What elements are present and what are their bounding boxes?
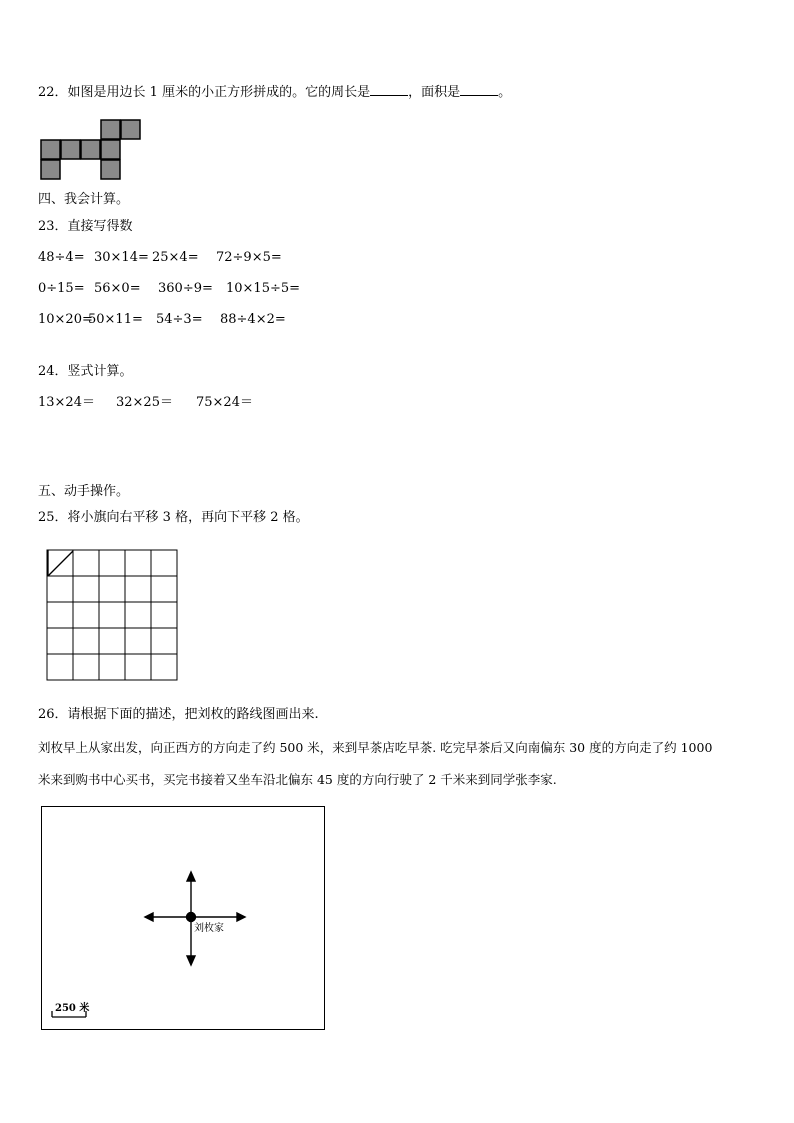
q23-title: 23．直接写得数 (38, 219, 133, 234)
unit-square (81, 140, 100, 159)
unit-square (61, 140, 80, 159)
calc-item: 0÷15= (38, 281, 85, 296)
scale-label: 250 米 (55, 1003, 90, 1014)
unit-square (41, 140, 60, 159)
section5-title: 五、动手操作。 (38, 484, 130, 499)
area-blank[interactable] (460, 83, 498, 96)
west-arrow-icon (145, 913, 153, 921)
q22-end-text: 。 (498, 85, 512, 100)
unit-square (101, 160, 120, 179)
calc-item: 360÷9= (158, 281, 213, 296)
q22-text: 22．如图是用边长 1 厘米的小正方形拼成的。它的周长是 (38, 85, 371, 100)
q25-title: 25．将小旗向右平移 3 格，再向下平移 2 格。 (38, 510, 309, 525)
unit-square (101, 140, 120, 159)
unit-square (41, 160, 60, 179)
calc-item: 88÷4×2= (220, 312, 286, 327)
compass-cross (42, 807, 326, 1031)
q23-row-3 (38, 311, 286, 329)
perimeter-blank[interactable] (370, 83, 408, 96)
south-arrow-icon (187, 956, 195, 965)
unit-square (101, 120, 120, 139)
section4-title: 四、我会计算。 (38, 192, 130, 207)
q24-title: 24．竖式计算。 (38, 364, 133, 379)
q23-row-1 (38, 249, 282, 267)
q26-title: 26．请根据下面的描述，把刘枚的路线图画出来. (38, 707, 319, 722)
route-map[interactable] (41, 806, 325, 1030)
q24-items (38, 394, 253, 412)
square-shape-figure (38, 117, 144, 181)
q26-description-line2: 米来到购书中心买书，买完书接着又坐车沿北偏东 45 度的方向行驶了 2 千米来到同学张李家. (38, 772, 557, 787)
north-arrow-icon (187, 872, 195, 881)
q23-row-2 (38, 280, 300, 298)
q26-description-line1: 刘枚早上从家出发，向正西方的方向走了约 500 米，来到早茶店吃早茶. 吃完早茶后又向南偏东 30 度的方向走了约 1000 (38, 740, 713, 755)
calc-item: 54÷3= (156, 312, 203, 327)
calc-item: 30×14= (94, 250, 149, 265)
east-arrow-icon (237, 913, 245, 921)
calc-item: 72÷9×5= (216, 250, 282, 265)
vertical-calc-item: 75×24＝ (196, 395, 253, 410)
calc-item: 56×0= (94, 281, 141, 296)
q22-question (38, 83, 511, 102)
calc-item: 10×15÷5= (226, 281, 301, 296)
calc-item: 48÷4= (38, 250, 85, 265)
vertical-calc-item: 32×25＝ (116, 395, 173, 410)
q22-mid-text: ，面积是 (408, 85, 461, 100)
home-label: 刘枚家 (194, 923, 224, 934)
calc-item: 25×4= (152, 250, 199, 265)
unit-square (121, 120, 140, 139)
calc-item: 50×11= (88, 312, 143, 327)
vertical-calc-item: 13×24＝ (38, 395, 95, 410)
flag-grid (46, 549, 180, 683)
small-flag-icon (48, 550, 73, 576)
calc-item: 10×20= (38, 312, 93, 327)
